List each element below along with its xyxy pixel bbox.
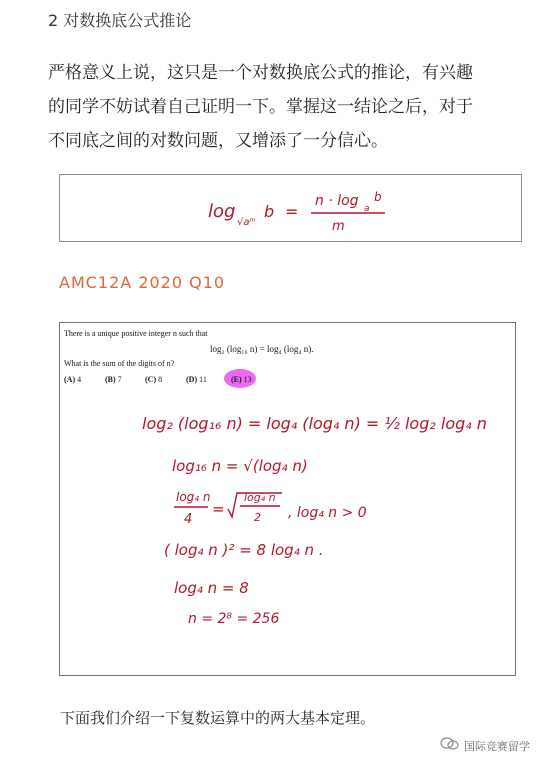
formula-num-sub: a: [364, 204, 370, 214]
handwritten-solution: [60, 385, 515, 675]
formula-box: [59, 174, 522, 242]
solution-step-3a-den: 4: [184, 512, 193, 527]
paragraph-line-3: 不同底之间的对数问题，又增添了一分信心。: [48, 131, 388, 151]
formula-lhs-base: √aᵐ: [237, 217, 256, 228]
choice-d: (D) 11: [186, 375, 207, 384]
solution-step-6: n = 2⁸ = 256: [188, 611, 280, 627]
paragraph-line-2: 的同学不妨试着自己证明一下。掌握这一结论之后，对于: [48, 97, 473, 117]
formula-lhs-arg: b: [264, 202, 275, 221]
solution-step-3b-num: log₄ n: [244, 491, 276, 504]
solution-step-3-eq: =: [212, 500, 225, 518]
section-title: 2 对数换底公式推论: [48, 11, 192, 30]
formula-handwriting: [60, 175, 521, 241]
choice-c: (C) 8: [145, 375, 163, 384]
account-name: 国际竞赛留学: [464, 740, 530, 753]
formula-equals: =: [285, 202, 299, 221]
solution-step-2: log₁₆ n = √(log₄ n): [172, 457, 308, 475]
intro-paragraph: [48, 56, 518, 158]
formula-num-arg: b: [374, 190, 382, 204]
choice-e: (E) 13: [231, 375, 252, 384]
choice-b: (B) 7: [105, 375, 122, 384]
contest-label: AMC12A 2020 Q10: [59, 273, 226, 292]
solution-step-3a-num: log₄ n: [176, 490, 211, 504]
solution-step-3b-den: 2: [254, 511, 261, 524]
problem-statement: There is a unique positive integer n such that: [64, 329, 208, 338]
formula-denominator: m: [332, 219, 345, 234]
formula-lhs-log: log: [208, 201, 236, 222]
solution-step-5: log₄ n = 8: [174, 579, 249, 597]
solution-step-3-note: , log₄ n > 0: [288, 505, 367, 521]
wechat-icon: [440, 737, 460, 751]
solution-step-4: ( log₄ n )² = 8 log₄ n .: [164, 541, 324, 559]
paragraph-line-1: 严格意义上说，这只是一个对数换底公式的推论，有兴趣: [48, 63, 473, 83]
problem-equation: log₂ (log₁₆ n) = log₄ (log₄ n).: [210, 344, 314, 354]
choice-a: (A) 4: [64, 375, 82, 384]
problem-box: [59, 322, 516, 676]
formula-numerator: n · log: [315, 193, 359, 209]
closing-sentence: 下面我们介绍一下复数运算中的两大基本定理。: [60, 709, 376, 727]
solution-step-1: log₂ (log₁₆ n) = log₄ (log₄ n) = ½ log₂ log₄ n: [142, 414, 487, 433]
problem-question: What is the sum of the digits of n?: [64, 359, 175, 368]
